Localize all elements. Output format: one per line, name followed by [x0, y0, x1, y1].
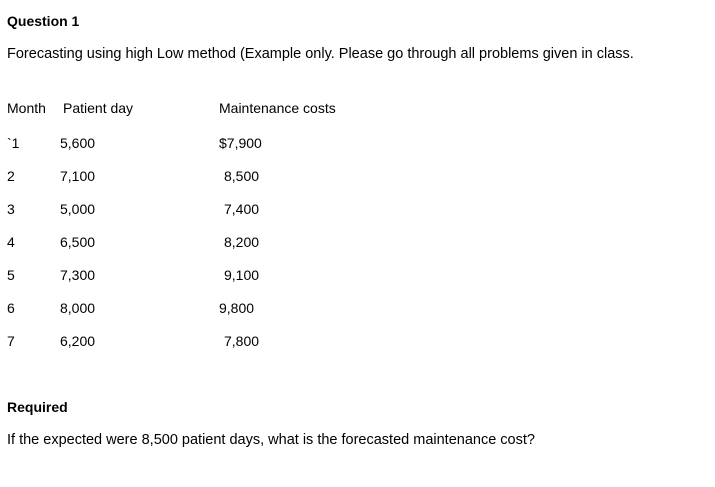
- cell-patient-day: 6,200: [60, 333, 96, 349]
- cell-patient-day: 5,000: [60, 201, 96, 217]
- cell-patient-day: 7,300: [60, 267, 96, 283]
- header-patient-day: Patient day: [63, 100, 134, 116]
- cell-maintenance: 8,500: [224, 168, 260, 184]
- cell-month: 3: [7, 201, 15, 217]
- cell-maintenance: 9,100: [224, 267, 260, 283]
- cell-maintenance: $7,900: [219, 135, 262, 151]
- cell-month: 2: [7, 168, 15, 184]
- cell-maintenance: 9,800: [219, 300, 255, 316]
- required-title: Required: [7, 399, 68, 415]
- cell-month: 5: [7, 267, 15, 283]
- header-maintenance-costs: Maintenance costs: [219, 100, 336, 116]
- cell-maintenance: 7,400: [224, 201, 260, 217]
- required-text: If the expected were 8,500 patient days, what is the forecasted maintenance cost?: [7, 432, 535, 448]
- header-month: Month: [7, 100, 46, 116]
- intro-text: Forecasting using high Low method (Example only. Please go through all problems given in class.: [7, 46, 634, 62]
- cell-month: 4: [7, 234, 15, 250]
- cell-maintenance: 7,800: [224, 333, 260, 349]
- cell-patient-day: 5,600: [60, 135, 96, 151]
- cell-month: `1: [7, 135, 20, 151]
- cell-month: 7: [7, 333, 15, 349]
- cell-patient-day: 8,000: [60, 300, 96, 316]
- question-title: Question 1: [7, 13, 80, 29]
- cell-month: 6: [7, 300, 15, 316]
- cell-patient-day: 6,500: [60, 234, 96, 250]
- cell-patient-day: 7,100: [60, 168, 96, 184]
- cell-maintenance: 8,200: [224, 234, 260, 250]
